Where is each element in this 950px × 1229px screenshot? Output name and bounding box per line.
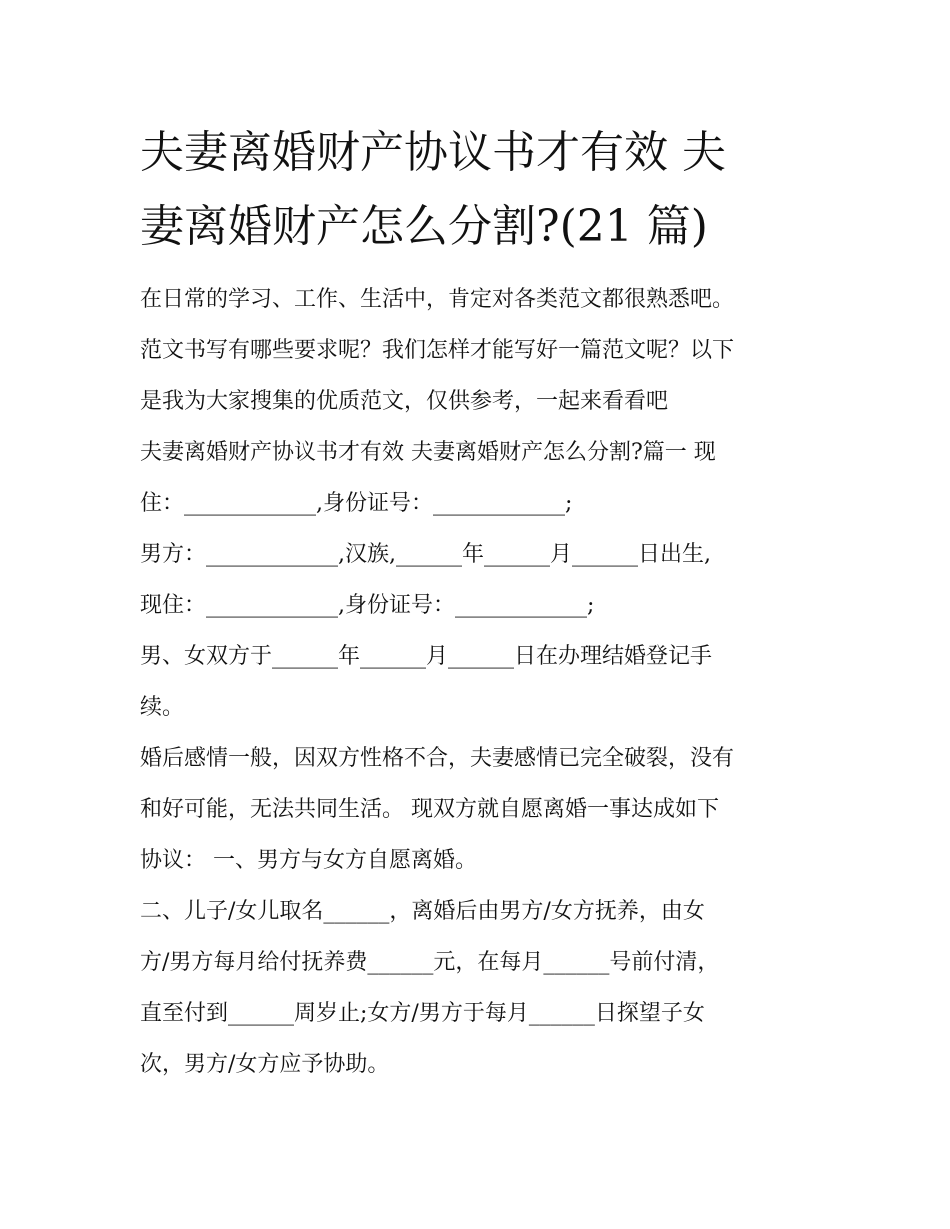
body-line: 男、女双方于______年______月______日在办理结婚登记手 [140, 644, 713, 669]
title-line: 夫妻离婚财产协议书才有效 夫 [140, 127, 726, 178]
body-line: 次，男方/女方应予协助。 [140, 1052, 390, 1077]
body-line: 住：____________,身份证号：____________; [140, 491, 573, 516]
body-line: 夫妻离婚财产协议书才有效 夫妻离婚财产怎么分割?篇一 现 [140, 440, 716, 465]
body-line: 二、儿子/女儿取名______，离婚后由男方/女方抚养，由女 [140, 899, 705, 924]
body-line: 和好可能，无法共同生活。 现双方就自愿离婚一事达成如下 [140, 797, 719, 822]
body-line: 范文书写有哪些要求呢？我们怎样才能写好一篇范文呢？以下 [140, 338, 735, 363]
title-line: 妻离婚财产怎么分割?(21 篇) [140, 201, 708, 252]
body-line: 婚后感情一般，因双方性格不合，夫妻感情已完全破裂，没有 [140, 746, 735, 771]
body-line: 是我为大家搜集的优质范文，仅供参考，一起来看看吧 [140, 389, 669, 414]
body-line: 现住：____________,身份证号：____________; [140, 593, 595, 618]
body-line: 在日常的学习、工作、生活中，肯定对各类范文都很熟悉吧。 [140, 287, 735, 312]
body-line: 方/男方每月给付抚养费______元，在每月______号前付清， [140, 950, 720, 975]
body-line: 直至付到______周岁止;女方/男方于每月______日探望子女 [140, 1001, 705, 1026]
body-line: 男方：____________,汉族,______年______月______日出生, [140, 542, 711, 567]
document-title [140, 116, 820, 264]
body-line: 续。 [140, 695, 185, 720]
body-line: 协议： 一、男方与女方自愿离婚。 [140, 848, 477, 873]
